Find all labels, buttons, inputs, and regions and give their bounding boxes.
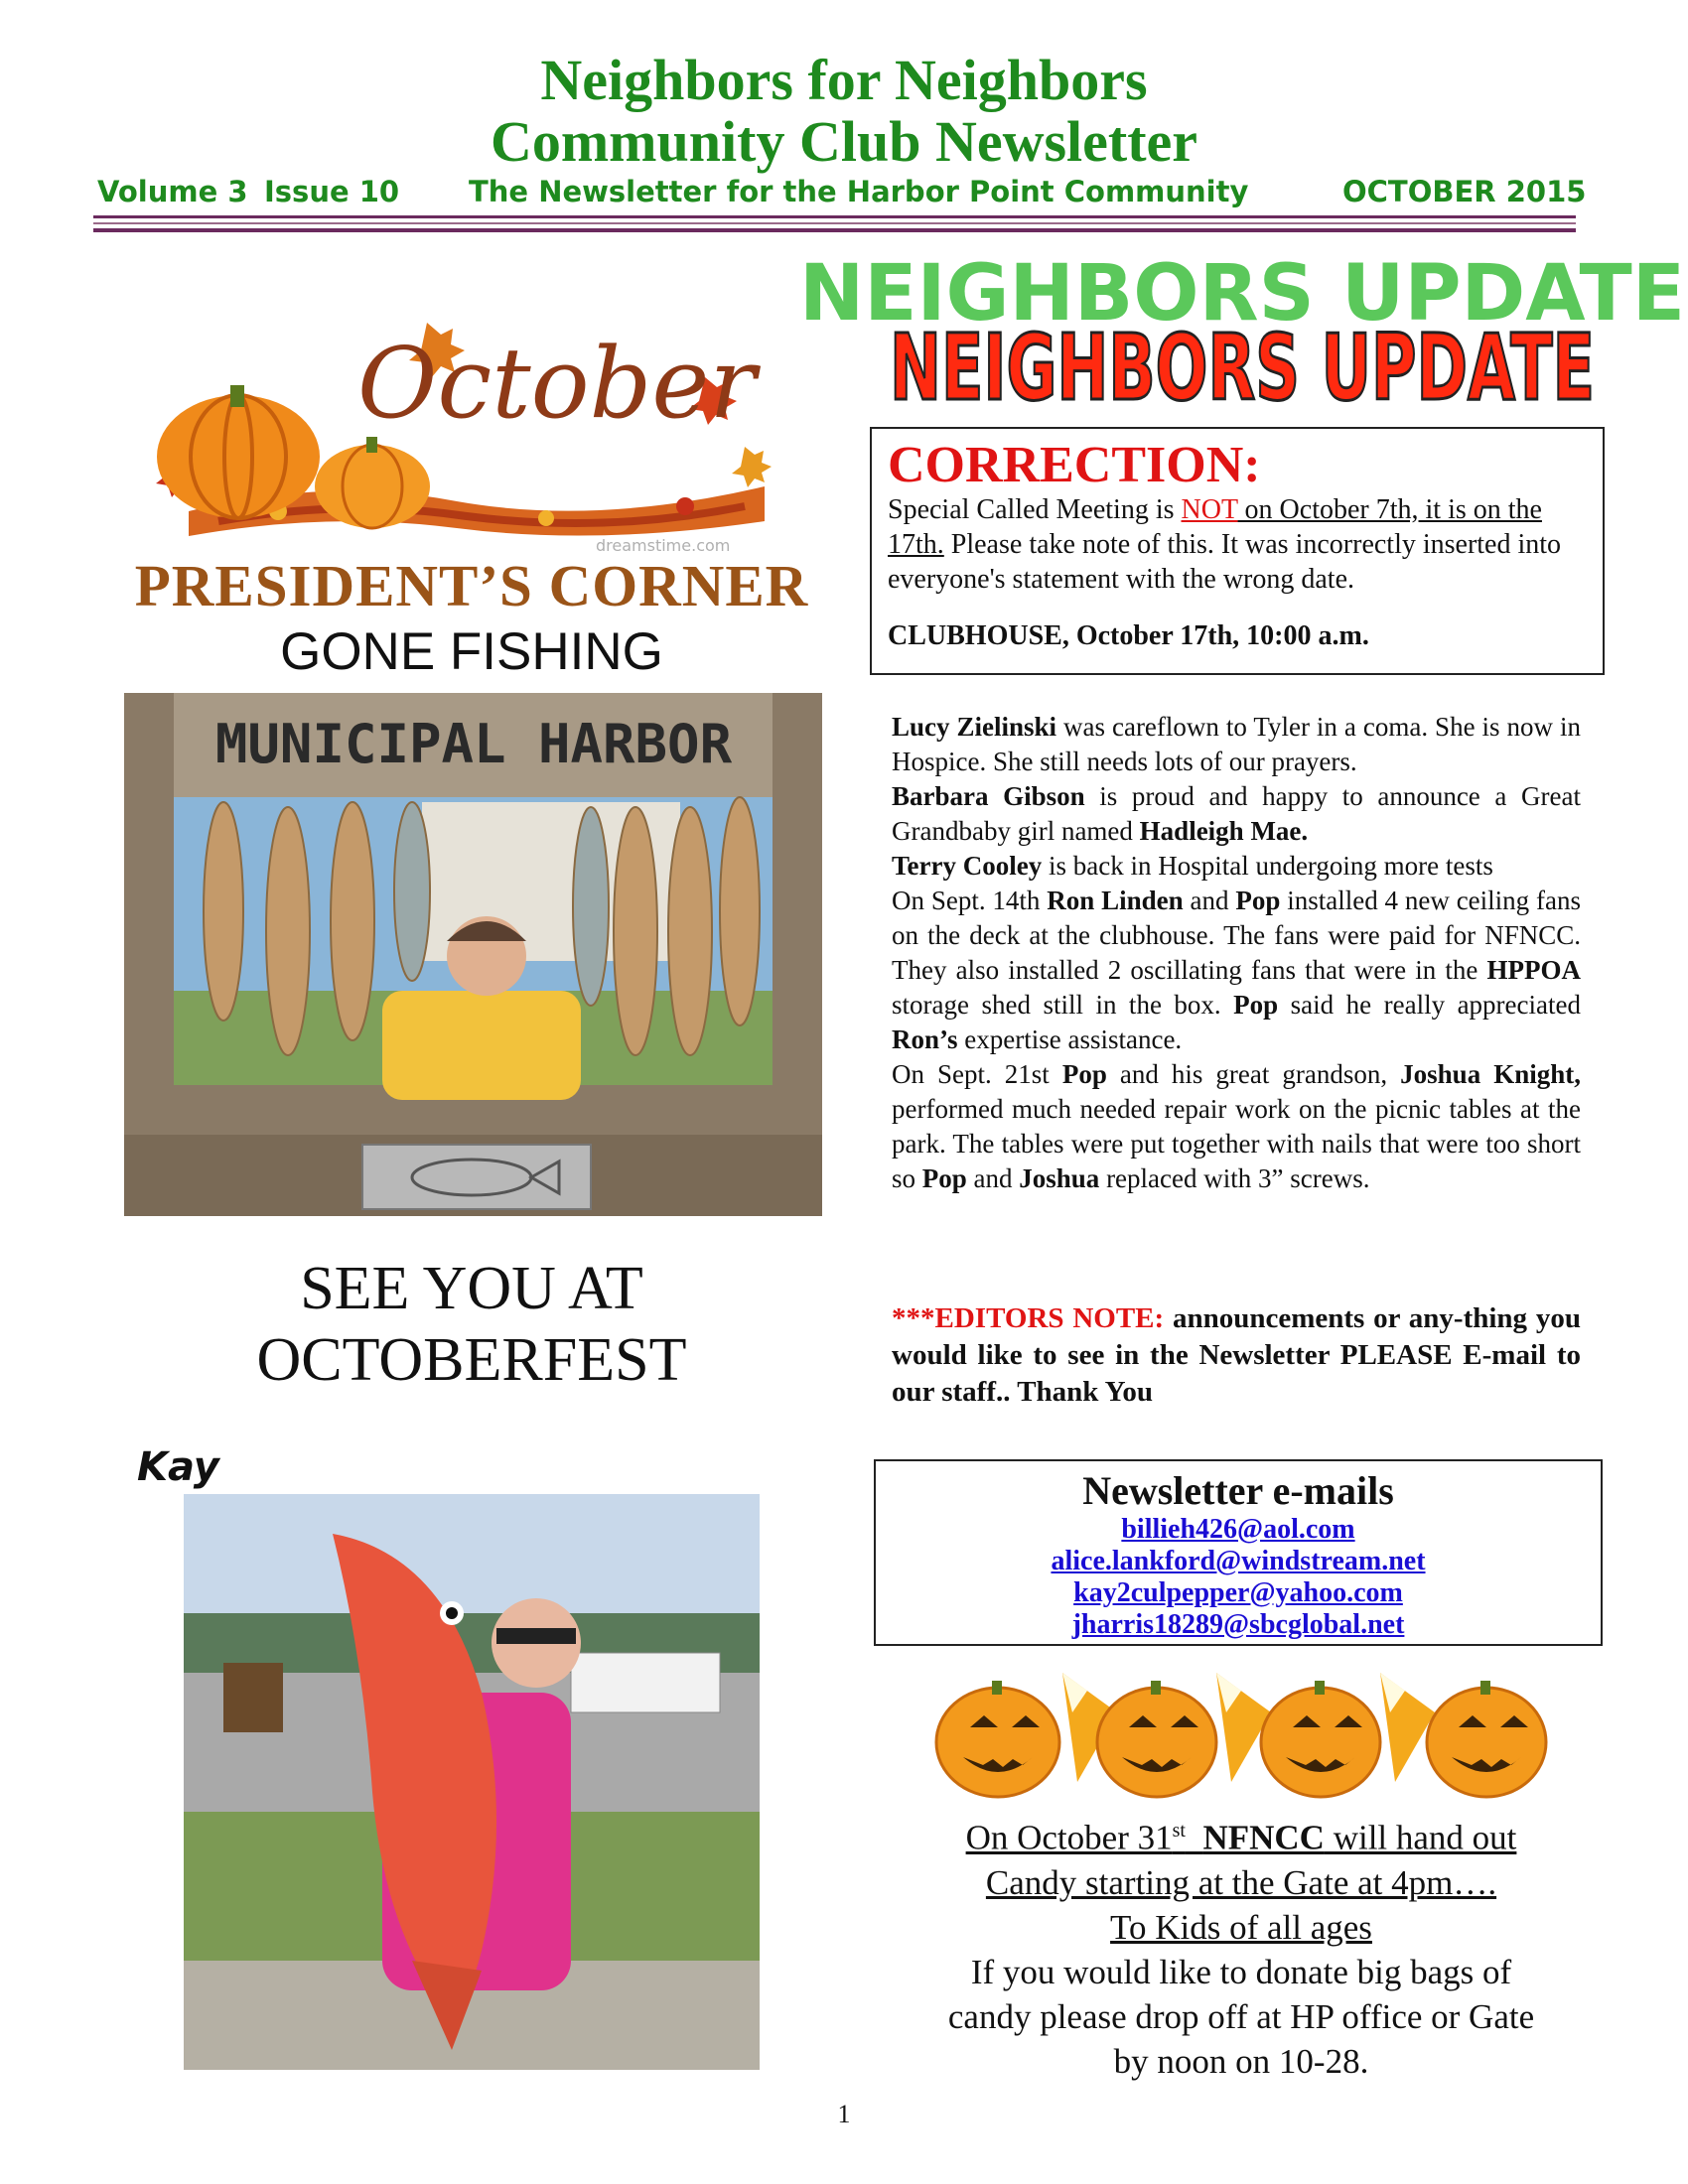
jack-o-lantern-icon bbox=[1427, 1681, 1546, 1797]
meeting-location: CLUBHOUSE, October 17th, 10:00 a.m. bbox=[888, 620, 1369, 651]
issue-label: Issue 10 bbox=[264, 175, 400, 208]
harbor-fishing-photo bbox=[124, 693, 822, 1216]
pumpkin-icon bbox=[315, 437, 430, 528]
halloween-decoration bbox=[928, 1653, 1554, 1812]
correction-text: Special Called Meeting is NOT on October 7th, it is on the 17th. Please take note of this. It was incorrectly inserted into everyone's statement with the wrong date. bbox=[888, 494, 1562, 595]
neighbors-update-banner bbox=[798, 249, 1686, 429]
see-you-line2: OCTOBERFEST bbox=[256, 1326, 687, 1394]
kay-red-snapper-photo bbox=[184, 1494, 760, 2070]
email-link-billieh[interactable]: billieh426@aol.com bbox=[1121, 1514, 1355, 1545]
editors-note: ***EDITORS NOTE: announcements or any-thing you would like to see in the Newsletter PLEASE E-mail to our staff.. Thank You bbox=[892, 1302, 1581, 1408]
news-item-barbara: Barbara Gibson is proud and happy to announce a Great Grandbaby girl named Hadleigh Mae. bbox=[892, 781, 1581, 846]
correction-box bbox=[870, 427, 1605, 675]
masthead-rule-bottom bbox=[93, 228, 1576, 232]
masthead-rule-middle bbox=[93, 222, 1576, 224]
page-number: 1 bbox=[837, 2100, 851, 2128]
newsletter-emails-box bbox=[874, 1459, 1603, 1646]
news-item-ceiling-fans: On Sept. 14th Ron Linden and Pop installed 4 new ceiling fans on the deck at the clubhouse. The fans were paid for NFNCC. They also installed 2 oscillating fans that were in the HPPOA storage shed still in the box. Pop said he really appreciated Ron’s expertise assistance. bbox=[892, 886, 1581, 1054]
candy-line5: candy please drop off at HP office or Gate bbox=[947, 1996, 1535, 2036]
photo-caption: Kay bbox=[137, 1444, 219, 1490]
jack-o-lantern-icon bbox=[1261, 1681, 1380, 1797]
masthead-rule-top bbox=[93, 215, 1576, 218]
image-credit: dreamstime.com bbox=[596, 536, 731, 555]
presidents-corner-title: PRESIDENT’S CORNER bbox=[134, 553, 809, 618]
correction-title: CORRECTION: bbox=[888, 437, 1261, 493]
harbor-sign: MUNICIPAL HARBOR bbox=[214, 713, 733, 775]
banner-text: NEIGHBORS UPDATE bbox=[890, 315, 1595, 421]
candy-line4: If you would like to donate big bags of bbox=[970, 1952, 1512, 1991]
candy-line2: Candy starting at the Gate at 4pm…. bbox=[985, 1862, 1497, 1902]
tagline: The Newsletter for the Harbor Point Community bbox=[469, 175, 1249, 208]
newsletter-title-line2: Community Club Newsletter bbox=[490, 109, 1198, 174]
october-word: October bbox=[357, 328, 757, 441]
news-item-terry: Terry Cooley is back in Hospital undergoing more tests bbox=[892, 851, 1493, 881]
jack-o-lantern-icon bbox=[936, 1681, 1059, 1797]
neighbors-news bbox=[892, 710, 1581, 1196]
volume-label: Volume 3 bbox=[97, 175, 248, 208]
candy-line6: by noon on 10-28. bbox=[1113, 2041, 1369, 2081]
email-link-kay[interactable]: kay2culpepper@yahoo.com bbox=[1073, 1577, 1403, 1608]
see-you-at-octoberfest bbox=[119, 1253, 824, 1396]
email-link-alice[interactable]: alice.lankford@windstream.net bbox=[1051, 1546, 1426, 1576]
presidents-corner-subtitle: GONE FISHING bbox=[280, 622, 663, 681]
news-item-picnic-tables: On Sept. 21st Pop and his great grandson, Joshua Knight, performed much needed repair work on the picnic tables at the park. The tables were put together with nails that were too short so Pop and Joshua replaced with 3” screws. bbox=[892, 1059, 1581, 1193]
see-you-line1: SEE YOU AT bbox=[300, 1255, 643, 1322]
banner-shadow-text: NEIGHBORS UPDATE bbox=[798, 249, 1686, 339]
pumpkin-icon bbox=[157, 385, 320, 518]
news-item-lucy: Lucy Zielinski was careflown to Tyler in a coma. She is now in Hospice. She still needs lots of our prayers. bbox=[892, 712, 1581, 776]
candy-line1: On October 31st NFNCC will hand out bbox=[965, 1818, 1517, 1857]
email-link-jharris[interactable]: jharris18289@sbcglobal.net bbox=[1071, 1609, 1405, 1640]
newsletter-title-line1: Neighbors for Neighbors bbox=[540, 48, 1148, 112]
emails-title: Newsletter e-mails bbox=[1082, 1468, 1394, 1513]
issue-date: OCTOBER 2015 bbox=[1342, 175, 1587, 208]
october-banner bbox=[129, 308, 814, 556]
candy-line3: To Kids of all ages bbox=[1110, 1907, 1372, 1947]
halloween-candy-announcement bbox=[874, 1809, 1609, 2084]
jack-o-lantern-icon bbox=[1097, 1681, 1216, 1797]
